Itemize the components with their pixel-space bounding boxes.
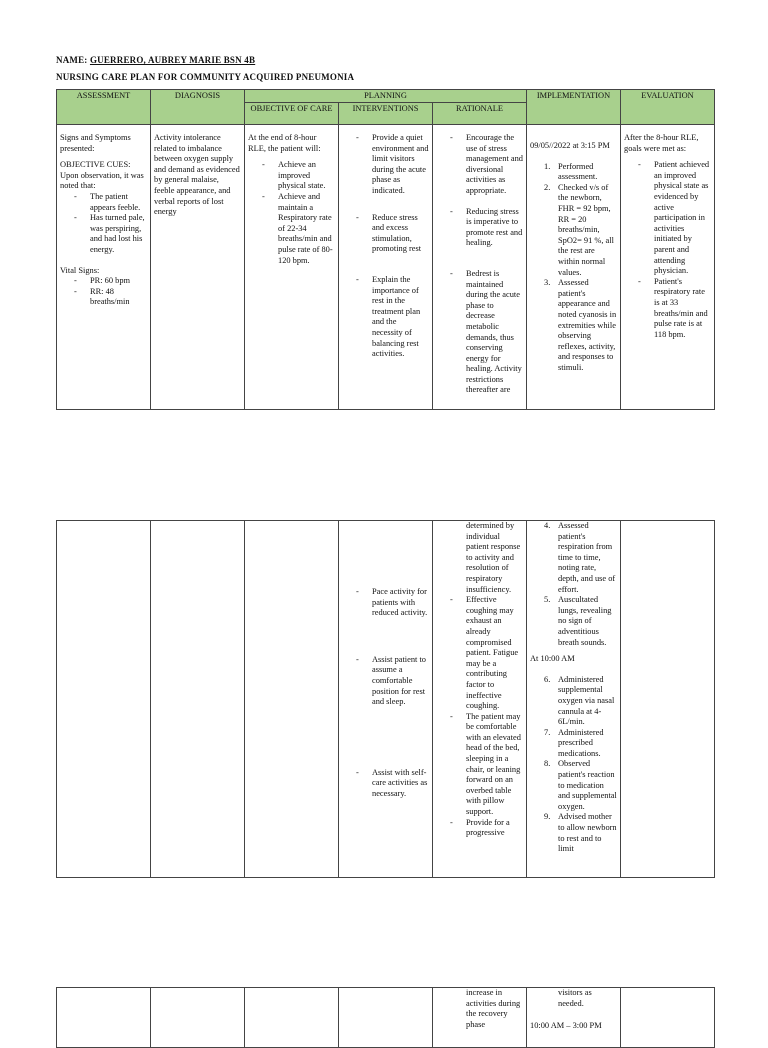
rationale-item: - Bedrest is maintained during the acute phase to decrease metabolic demands, thus conserving energy for healing. Activity restrictions thereafter are [436,269,523,396]
col-assessment: ASSESSMENT [57,90,151,125]
implementation-item: 2. Checked v/s of the newborn, FHR = 92 bpm, RR = 20 breaths/min, SpO2= 91 %, all the rest are within normal values. [544,182,614,277]
rationale-continued: increase in activities during the recovery phase [466,988,521,1029]
intervention-item: - Assist patient to assume a comfortable position for rest and sleep. [342,655,429,708]
col-objective: OBJECTIVE OF CARE [245,103,339,125]
goal-item: - Achieve and maintain a Respiratory rate of 22-34 breaths/min and pulse rate of 80-120 bpm. [248,192,335,266]
evaluation-item: - Patient achieved an improved physical state as evidenced by active participation in activities initiated by parent and attending physician. [624,160,711,277]
implementation-datetime: 09/05//2022 at 3:15 PM [530,141,610,150]
vital-item: - RR: 48 breaths/min [60,287,147,308]
rationale-cell [433,521,527,878]
implementation-cell [527,521,621,878]
evaluation-cell [621,125,715,410]
evaluation-item: - Patient's respiratory rate is at 33 breaths/min and pulse rate is at 118 bpm. [624,277,711,341]
diagnosis-cell [151,988,245,1048]
rationale-item: - The patient may be comfortable with an elevated head of the bed, sleeping in a chair, or leaning forward on an overbed table with pillow support. [436,712,523,818]
interventions-cell [339,521,433,878]
rationale-cell [433,125,527,410]
rationale-item: - Encourage the use of stress management and diversional activities as appropriate. [436,133,523,197]
col-implementation: IMPLEMENTATION [527,90,621,125]
care-plan-table-page-2 [56,520,715,878]
intervention-item: - Provide a quiet environment and limit visitors during the acute phase as indicated. [342,133,429,197]
col-rationale: RATIONALE [433,103,527,125]
rationale-item: - Provide for a progressive [436,818,523,839]
implementation-item: 5. Auscultated lungs, revealing no sign of adventitious breath sounds. [544,595,612,647]
objective-cell [245,521,339,878]
intervention-item: - Assist with self-care activities as necessary. [342,768,429,800]
objective-intro: At the end of 8-hour RLE, the patient will: [248,133,321,153]
intervention-item: - Explain the importance of rest in the treatment plan and the necessity of balancing rest activities. [342,275,429,360]
implementation-item: 3. Assessed patient's appearance and noted cyanosis in extremities while observing reflexes, activity, and responses to stimuli. [544,278,617,372]
student-name-line [56,55,255,65]
implementation-item: 4. Assessed patient's respiration from time to time, noting rate, depth, and use of effort. [544,521,616,594]
col-planning: PLANNING [245,90,527,103]
goal-item: - Achieve an improved physical state. [248,160,335,192]
cue-item: - Has turned pale, was perspiring, and had lost his energy. [60,213,147,255]
implementation-item: 1. Performed assessment. [544,161,598,182]
objective-cell [245,125,339,410]
intervention-item: - Pace activity for patients with reduced activity. [342,587,429,619]
rationale-continued: determined by individual patient response to activity and resolution of respiratory insufficiency. [466,521,521,594]
evaluation-cell [621,521,715,878]
document-title: NURSING CARE PLAN FOR COMMUNITY ACQUIRED PNEUMONIA [56,72,355,82]
implementation-continued: visitors as needed. [558,988,592,1008]
evaluation-intro: After the 8-hour RLE, goals were met as: [624,133,699,153]
implementation-item: 6. Administered supplemental oxygen via nasal cannula at 4-6L/min. [544,674,615,727]
diagnosis-cell [151,521,245,878]
assessment-cell [57,521,151,878]
implementation-cell [527,125,621,410]
interventions-cell [339,125,433,410]
col-evaluation: EVALUATION [621,90,715,125]
col-interventions: INTERVENTIONS [339,103,433,125]
implementation-item: 9. Advised mother to allow newborn to rest and to limit [544,812,617,854]
col-diagnosis: DIAGNOSIS [151,90,245,125]
intervention-item: - Reduce stress and excess stimulation, promoting rest [342,213,429,255]
assessment-cell [57,988,151,1048]
care-plan-table-page-1 [56,89,715,410]
objective-cues-label: OBJECTIVE CUES: Upon observation, it was noted that: [60,160,144,191]
implementation-item: 8. Observed patient's reaction to medication and supplemental oxygen. [544,759,617,811]
interventions-cell [339,988,433,1048]
objective-cell [245,988,339,1048]
implementation-cell [527,988,621,1048]
rationale-item: - Effective coughing may exhaust an already compromised patient. Fatigue may be a contributing factor to ineffective coughing. [436,595,523,712]
implementation-time: At 10:00 AM [530,654,575,664]
implementation-time: 10:00 AM – 3:00 PM [530,1021,602,1031]
name-label: NAME: [56,55,88,65]
cue-item: - The patient appears feeble. [60,192,147,213]
vital-item: - PR: 60 bpm [60,276,147,287]
evaluation-cell [621,988,715,1048]
rationale-cell [433,988,527,1048]
diagnosis-text: Activity intolerance related to imbalance between oxygen supply and demand as evidenced by general malaise, feeble appearance, and verbal reports of lost energy [154,133,240,217]
vital-signs-label: Vital Signs: [60,265,100,275]
care-plan-table-page-3 [56,987,715,1048]
assessment-cell [57,125,151,410]
student-name: GUERRERO, AUBREY MARIE BSN 4B [89,55,256,65]
rationale-item: - Reducing stress is imperative to promote rest and healing. [436,207,523,249]
diagnosis-cell [151,125,245,410]
implementation-item: 7. Administered prescribed medications. [544,727,604,758]
assessment-intro: Signs and Symptoms presented: [60,133,131,153]
